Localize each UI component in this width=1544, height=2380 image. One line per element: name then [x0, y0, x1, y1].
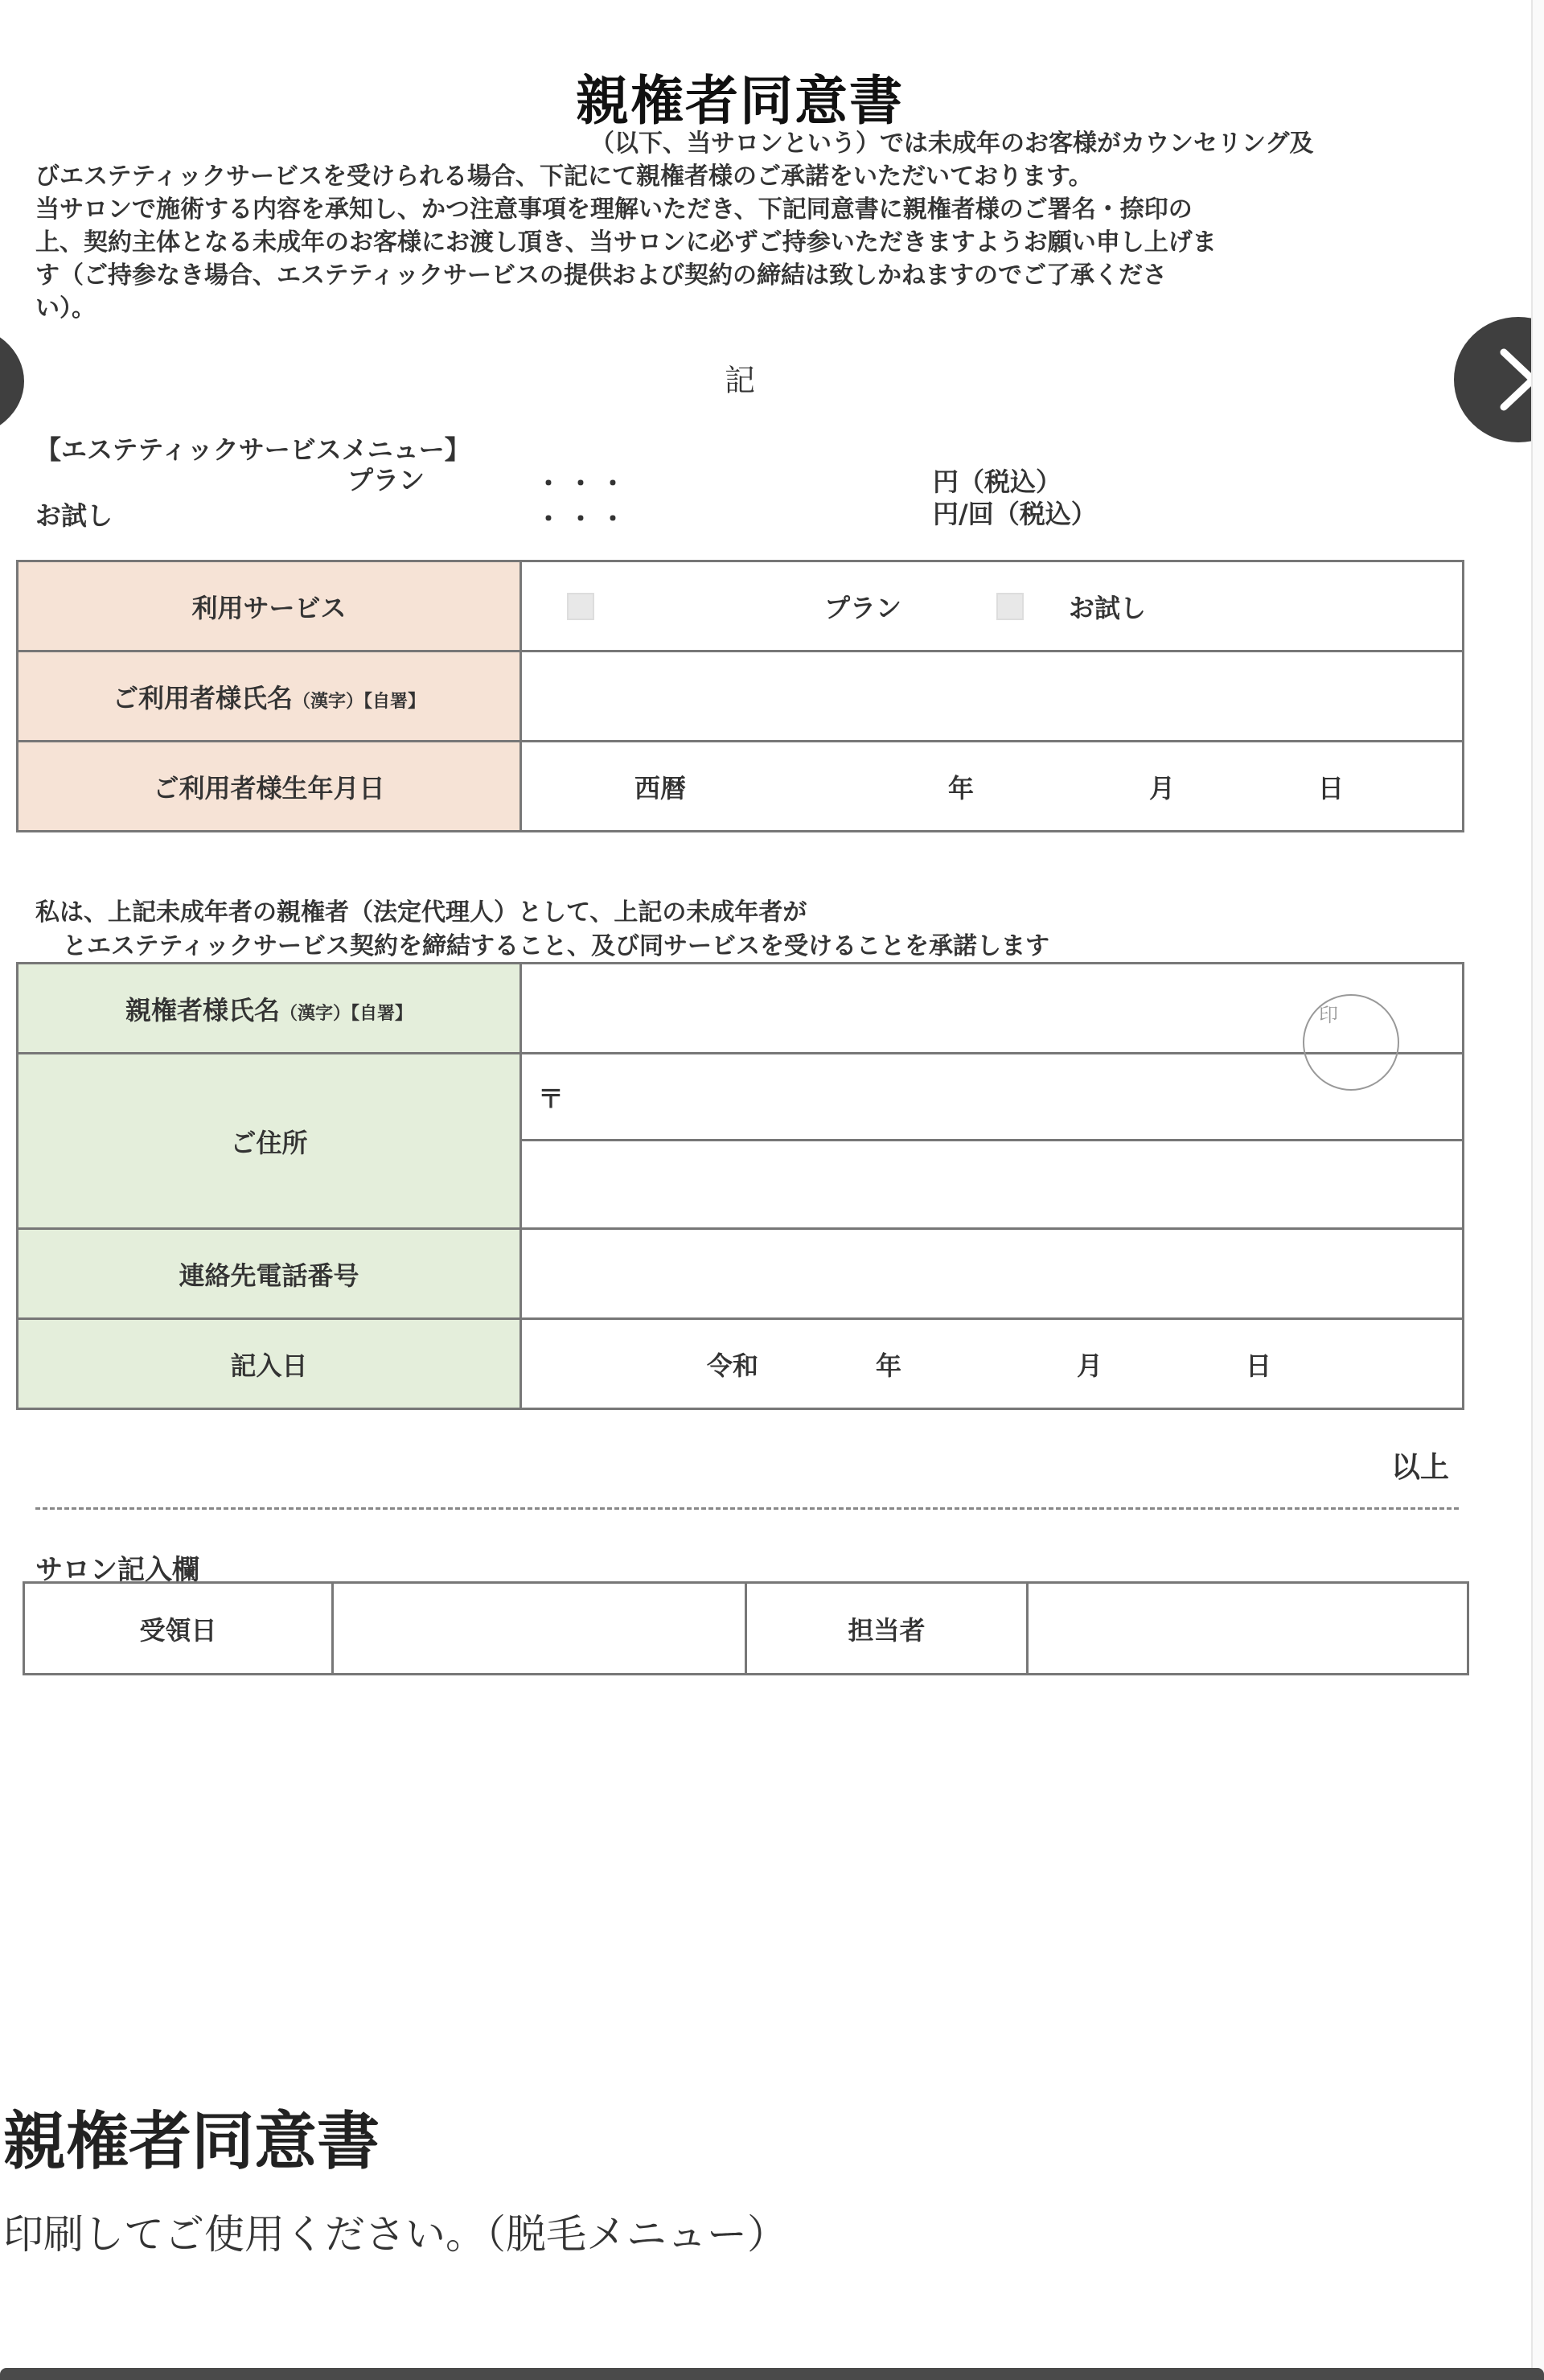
era-label: 西暦: [634, 772, 687, 804]
guardian-info-table: [16, 962, 1464, 1410]
table-row: [24, 1583, 1468, 1675]
menu-trial-label: お試し: [35, 500, 113, 531]
phone-field[interactable]: [521, 1229, 1464, 1319]
seal-circle: [1303, 994, 1399, 1091]
menu-trial-price: 円/回（税込）: [933, 499, 1097, 529]
phone-label: 連絡先電話番号: [18, 1229, 521, 1319]
reiwa-label: 令和: [707, 1350, 759, 1381]
table-row: [18, 652, 1464, 742]
table-row: [18, 1229, 1464, 1319]
address-field[interactable]: [521, 1141, 1464, 1229]
declaration-line: 私は、上記未成年者の親権者（法定代理人）として、上記の未成年者が: [35, 898, 807, 927]
plan-checkbox[interactable]: [567, 593, 594, 620]
service-label: 利用サービス: [18, 561, 521, 652]
staff-label: 担当者: [746, 1583, 1028, 1675]
entry-date-label: 記入日: [18, 1319, 521, 1409]
birthdate-label: ご利用者様生年月日: [18, 742, 521, 832]
menu-plan-label: プラン: [347, 465, 425, 495]
postal-mark: 〒: [538, 1083, 565, 1114]
intro-line: い）。: [35, 294, 96, 323]
document-title: 親権者同意書: [576, 70, 904, 132]
received-date-label: 受領日: [24, 1583, 333, 1675]
user-info-table: [16, 560, 1464, 832]
bottom-bar: [0, 2368, 1544, 2380]
year-label: 年: [948, 772, 975, 804]
declaration-line: とエステティックサービス契約を締結すること、及び同サービスを受けることを承諾します: [63, 932, 1049, 960]
table-row: [18, 1319, 1464, 1409]
table-row: [18, 561, 1464, 652]
guardian-name-note: （漢字）【自署】: [280, 1003, 413, 1024]
year-label: 年: [876, 1350, 902, 1381]
guardian-name-label: 親権者様氏名（漢字）【自署】: [18, 964, 521, 1054]
ijo-text: 以上: [1391, 1451, 1450, 1484]
cut-line: [35, 1507, 1459, 1510]
menu-plan-dots: ・・・: [536, 468, 633, 499]
user-name-field[interactable]: [521, 652, 1464, 742]
plan-option-label: プラン: [824, 592, 902, 623]
user-name-label: ご利用者様氏名（漢字）【自署】: [18, 652, 521, 742]
intro-line: す（ご持参なき場合、エステティックサービスの提供および契約の締結は致しかねますのでご了承くださ: [35, 261, 1167, 290]
intro-line: びエステティックサービスを受けられる場合、下記にて親権者様のご承諾をいただいております。: [35, 162, 1093, 191]
day-label: 日: [1246, 1350, 1272, 1381]
birthdate-field[interactable]: [521, 742, 1464, 832]
intro-line: 当サロンで施術する内容を承知し、かつ注意事項を理解いただき、下記同意書に親権者様のご署名・捺印の: [35, 195, 1193, 224]
month-label: 月: [1149, 772, 1176, 804]
ki-heading: 記: [724, 363, 755, 398]
received-date-field[interactable]: [333, 1583, 746, 1675]
caption-subtitle: 印刷してご使用ください。（脱毛メニュー）: [3, 2211, 787, 2258]
seal-label: 印: [1319, 1004, 1338, 1026]
caption-title: 親権者同意書: [3, 2106, 380, 2178]
card-edge: [1531, 0, 1544, 2380]
salon-heading: サロン記入欄: [35, 1554, 199, 1586]
table-row: [18, 1054, 1464, 1141]
intro-line: （以下、当サロンという）では未成年のお客様がカウンセリング及: [590, 129, 1314, 158]
declaration-text: [35, 896, 1049, 964]
entry-date-field[interactable]: [521, 1319, 1464, 1409]
menu-plan-price: 円（税込）: [933, 467, 1062, 497]
menu-heading: 【エステティックサービスメニュー】: [35, 434, 470, 465]
user-name-note: （漢字）【自署】: [293, 691, 426, 712]
staff-field[interactable]: [1028, 1583, 1468, 1675]
table-row: [18, 742, 1464, 832]
salon-table: [23, 1581, 1469, 1675]
day-label: 日: [1318, 772, 1345, 804]
table-row: [18, 964, 1464, 1054]
intro-text: [35, 127, 1451, 325]
trial-checkbox[interactable]: [996, 593, 1024, 620]
service-options: [521, 561, 1464, 652]
intro-line: 上、契約主体となる未成年のお客様にお渡し頂き、当サロンに必ずご持参いただきますようお願い申し上げま: [35, 228, 1217, 257]
menu-trial-dots: ・・・: [536, 504, 633, 534]
month-label: 月: [1077, 1350, 1103, 1381]
address-label: ご住所: [18, 1054, 521, 1229]
trial-option-label: お試し: [1069, 592, 1147, 623]
